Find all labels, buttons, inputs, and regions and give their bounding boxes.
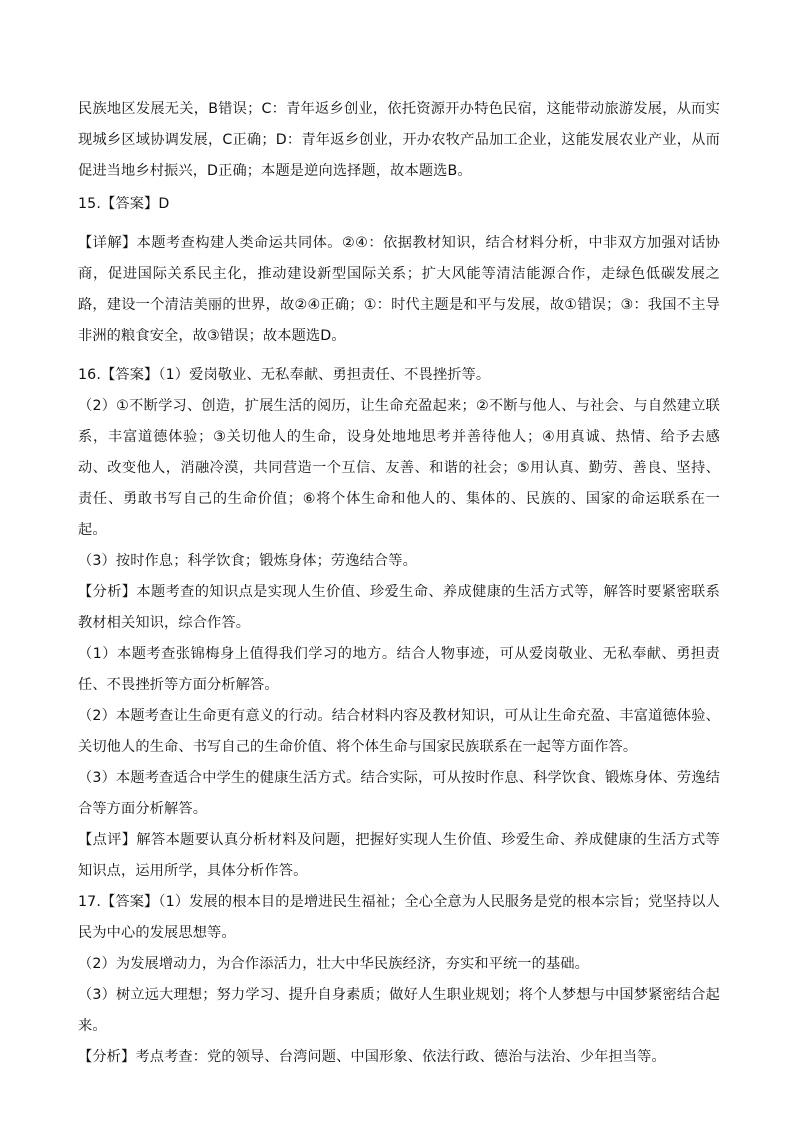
paragraph-q17-answer-3: （3）树立远大理想；努力学习、提升自身素质；做好人生职业规划；将个人梦想与中国梦紧密结合起来。 <box>78 987 720 1034</box>
paragraph-q16-answer-3: （3）按时作息；科学饮食；锻炼身体；劳逸结合等。 <box>78 553 417 569</box>
paragraph-q16-analysis-3: （3）本题考查适合中学生的健康生活方式。结合实际，可从按时作息、科学饮食、锻炼身体、劳逸结合等方面分析解答。 <box>78 770 720 817</box>
answer-explanation-body <box>78 94 720 1073</box>
paragraph-q16-comment: 【点评】解答本题要认真分析材料及问题，把握好实现人生价值、珍爱生命、养成健康的生活方式等知识点，运用所学，具体分析作答。 <box>78 832 720 879</box>
paragraph-q15-answer: 15.【答案】D <box>78 196 170 212</box>
paragraph-q16-answer-1: 16.【答案】（1）爱岗敬业、无私奉献、勇担责任、不畏挫折等。 <box>78 367 491 383</box>
paragraph-q16-answer-2: （2）①不断学习、创造，扩展生活的阅历，让生命充盈起来；②不断与他人、与社会、与自然建立联系，丰富道德体验；③关切他人的生命，设身处地地思考并善待他人；④用真诚、热情、给予去感动、改变他人，消融冷漠，共同营造一个互信、友善、和谐的社会；⑤用认真、勤劳、善良、坚持、责任、勇敢书写自己的生命价值；⑥将个体生命和他人的、集体的、民族的、国家的命运联系在一起。 <box>78 398 720 538</box>
paragraph-q17-answer-1: 17.【答案】（1）发展的根本目的是增进民生福祉；全心全意为人民服务是党的根本宗旨；党坚持以人民为中心的发展思想等。 <box>78 894 720 941</box>
paragraph-q16-analysis-2: （2）本题考查让生命更有意义的行动。结合材料内容及教材知识，可从让生命充盈、丰富道德体验、关切他人的生命、书写自己的生命价值、将个体生命与国家民族联系在一起等方面作答。 <box>78 708 720 755</box>
paragraph-q14-continuation: 民族地区发展无关，B错误；C：青年返乡创业，依托资源开办特色民宿，这能带动旅游发展，从而实现城乡区域协调发展，C正确；D：青年返乡创业，开办农牧产品加工企业，这能发展农业产业，从而促进当地乡村振兴，D正确；本题是逆向选择题，故本题选B。 <box>78 101 720 179</box>
paragraph-q17-analysis: 【分析】考点考查：党的领导、台湾问题、中国形象、依法行政、德治与法治、少年担当等。 <box>78 1049 666 1065</box>
paragraph-q17-answer-2: （2）为发展增动力，为合作添活力，壮大中华民族经济，夯实和平统一的基础。 <box>78 956 589 972</box>
paragraph-q15-detail: 【详解】本题考查构建人类命运共同体。②④：依据教材知识，结合材料分析，中非双方加强对话协商，促进国际关系民主化，推动建设新型国际关系；扩大风能等清洁能源合作，走绿色低碳发展之路，建设一个清洁美丽的世界，故②④正确；①：时代主题是和平与发展，故①错误；③：我国不主导非洲的粮食安全，故③错误；故本题选D。 <box>78 235 720 344</box>
paragraph-q16-analysis: 【分析】本题考查的知识点是实现人生价值、珍爱生命、养成健康的生活方式等，解答时要紧密联系教材相关知识，综合作答。 <box>78 584 720 631</box>
paragraph-q16-analysis-1: （1）本题考查张锦梅身上值得我们学习的地方。结合人物事迹，可从爱岗敬业、无私奉献、勇担责任、不畏挫折等方面分析解答。 <box>78 646 720 693</box>
